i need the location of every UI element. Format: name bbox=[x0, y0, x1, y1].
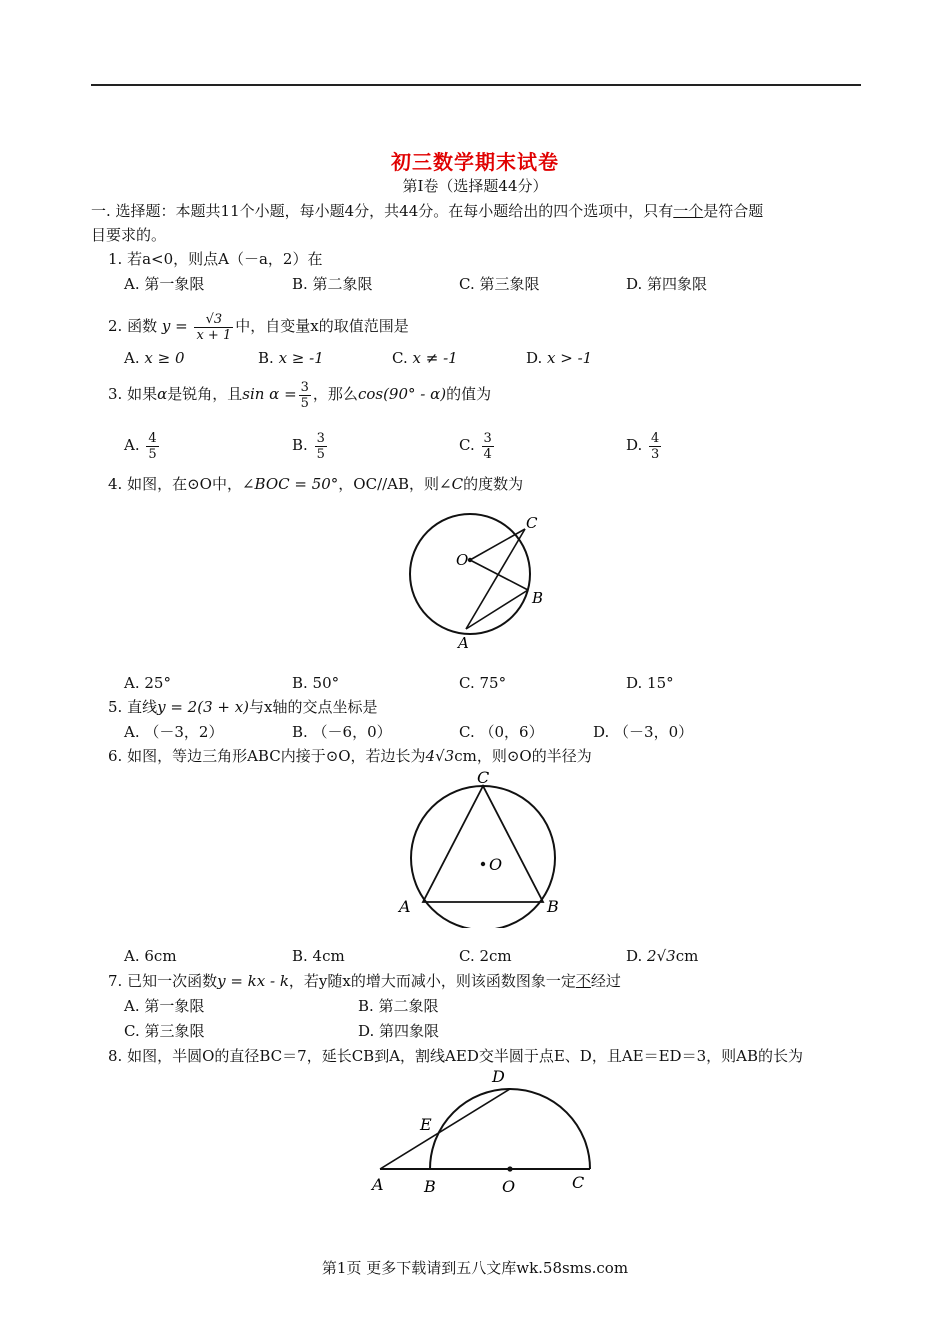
q1-stem: 1. 若a<0，则点A（－a，2）在 bbox=[108, 250, 323, 268]
q2-option-c: C. x ≠ -1 bbox=[392, 349, 458, 367]
intro-line-2: 目要求的。 bbox=[91, 226, 167, 244]
q5-option-d: D. （－3，0） bbox=[593, 723, 694, 741]
q8-label-o: O bbox=[502, 1177, 516, 1196]
q4-stem: 4. 如图，在⊙O中，∠BOC = 50°，OC//AB，则∠C的度数为 bbox=[108, 475, 524, 493]
section-subtitle: 第Ⅰ卷（选择题44分） bbox=[402, 177, 548, 195]
q4-option-c: C. 75° bbox=[459, 674, 507, 692]
q2-stem: 2. 函数 y = $\frac{√3}{x + 1}$ 中，自变量x的取值范围是 bbox=[108, 311, 409, 343]
q6-triangle bbox=[423, 786, 543, 902]
q7-option-d: D. 第四象限 bbox=[358, 1022, 440, 1040]
q7-option-a: A. 第一象限 bbox=[124, 997, 205, 1015]
q6-option-d: D. 2√3cm bbox=[626, 947, 699, 965]
q4-option-a: A. 25° bbox=[124, 674, 171, 692]
q8-label-e: E bbox=[420, 1115, 432, 1134]
q2-option-a: A. x ≥ 0 bbox=[124, 349, 185, 367]
intro-text-a: 一. 选择题：本题共11个小题，每小题4分，共44分。在每小题给出的四个选项中，只有 bbox=[91, 202, 674, 220]
q4-circle-figure bbox=[400, 502, 560, 652]
q5-option-b: B. （－6，0） bbox=[292, 723, 392, 741]
q2-option-d: D. x > -1 bbox=[526, 349, 593, 367]
q7-option-b: B. 第二象限 bbox=[358, 997, 439, 1015]
q4-circle bbox=[410, 514, 530, 634]
q6-label-c: C bbox=[477, 768, 490, 787]
q3-option-b: B. $\frac{3}{5}$ bbox=[292, 430, 325, 462]
q7-option-c: C. 第三象限 bbox=[124, 1022, 205, 1040]
q3-fraction: $\frac{3}{5}$ bbox=[300, 379, 309, 411]
q6-stem: 6. 如图，等边三角形ABC内接于⊙O，若边长为4√3cm，则⊙O的半径为 bbox=[108, 747, 592, 765]
q6-label-o: O bbox=[489, 855, 503, 874]
q1-option-d: D. 第四象限 bbox=[626, 275, 708, 293]
page-footer: 第1页 更多下载请到五八文库wk.58sms.com bbox=[321, 1259, 629, 1277]
q2-y: y = bbox=[161, 317, 188, 335]
intro-line-1 bbox=[91, 201, 763, 221]
q3-option-a: A. $\frac{4}{5}$ bbox=[124, 430, 157, 462]
q8-secant bbox=[380, 1089, 510, 1169]
q4-option-d: D. 15° bbox=[626, 674, 674, 692]
q6-option-c: C. 2cm bbox=[459, 947, 512, 965]
intro-underline: 一个 bbox=[673, 202, 704, 220]
q8-label-c: C bbox=[572, 1173, 585, 1192]
q5-option-c: C. （0，6） bbox=[459, 723, 544, 741]
q2-option-b: B. x ≥ -1 bbox=[258, 349, 324, 367]
q8-semicircle-figure bbox=[360, 1066, 610, 1206]
header-rule bbox=[91, 84, 861, 86]
q8-semicircle bbox=[430, 1089, 590, 1169]
q3-option-c: C. $\frac{3}{4}$ bbox=[459, 430, 492, 462]
q6-circle-figure bbox=[395, 768, 575, 928]
q4-label-a: A bbox=[458, 634, 469, 652]
q1-option-a: A. 第一象限 bbox=[124, 275, 205, 293]
q1-option-b: B. 第二象限 bbox=[292, 275, 373, 293]
q3-option-d: D. $\frac{4}{3}$ bbox=[626, 430, 660, 462]
page-title: 初三数学期末试卷 bbox=[391, 150, 559, 174]
q4-label-c: C bbox=[526, 514, 538, 532]
q4-label-o: O bbox=[456, 551, 469, 569]
q5-option-a: A. （－3，2） bbox=[124, 723, 224, 741]
q8-label-a: A bbox=[372, 1175, 384, 1194]
q8-stem: 8. 如图，半圆O的直径BC＝7，延长CB到A，割线AED交半圆于点E、D，且AE＝ED＝3，则AB的长为 bbox=[108, 1047, 803, 1065]
q7-stem: 7. 已知一次函数y = kx - k，若y随x的增大而减小，则该函数图象一定不经过 bbox=[108, 972, 621, 990]
q4-label-b: B bbox=[532, 589, 544, 607]
q6-option-a: A. 6cm bbox=[124, 947, 177, 965]
q4-option-b: B. 50° bbox=[292, 674, 340, 692]
q6-option-b: B. 4cm bbox=[292, 947, 345, 965]
q8-label-b: B bbox=[424, 1177, 436, 1196]
q2-fraction: $\frac{√3}{x + 1}$ bbox=[196, 311, 232, 343]
q6-label-a: A bbox=[399, 897, 411, 916]
q1-option-c: C. 第三象限 bbox=[459, 275, 540, 293]
q6-label-b: B bbox=[547, 897, 559, 916]
intro-text-b: 是符合题 bbox=[703, 202, 764, 220]
q6-circle bbox=[411, 786, 555, 928]
q5-stem: 5. 直线y = 2(3 + x)与x轴的交点坐标是 bbox=[108, 698, 378, 716]
q8-label-d: D bbox=[492, 1067, 505, 1086]
q3-stem: 3. 如果α是锐角，且sin α = $\frac{3}{5}$ ，那么cos(90° - α)的值为 bbox=[108, 379, 492, 411]
